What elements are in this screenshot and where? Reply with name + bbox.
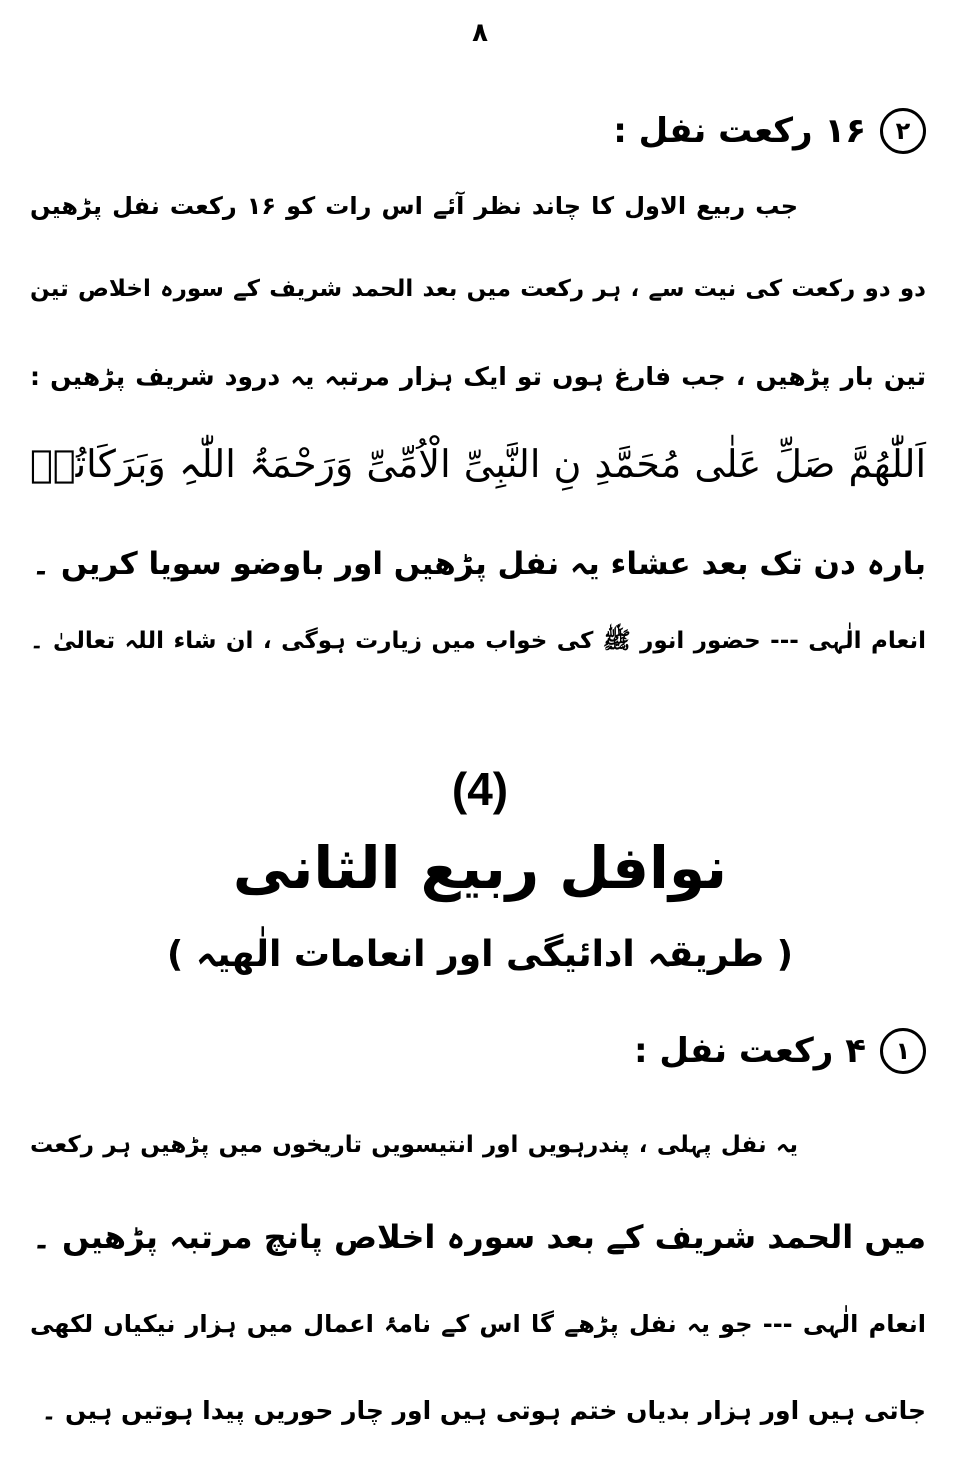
item-heading-text: ۱۶ رکعت نفل : bbox=[613, 110, 866, 151]
circled-number: ۱ bbox=[880, 1028, 926, 1074]
paragraph-line: یہ نفل پہلی ، پندرہویں اور انتیسویں تاریخوں میں پڑھیں ہر رکعت bbox=[30, 1132, 798, 1158]
reward-line: انعام الٰہی --- جو یہ نفل پڑھے گا اس کے نامۂ اعمال میں ہزار نیکیاں لکھی bbox=[30, 1310, 926, 1338]
paragraph-line: دو دو رکعت کی نیت سے ، ہر رکعت میں بعد الحمد شریف کے سورہ اخلاص تین bbox=[30, 276, 926, 302]
section-subtitle: ( طریقہ ادائیگی اور انعامات الٰھیہ ) bbox=[166, 934, 794, 975]
paragraph-line: تین بار پڑھیں ، جب فارغ ہوں تو ایک ہزار مرتبہ یہ درود شریف پڑھیں : bbox=[30, 362, 926, 391]
section-title: نوافل ربیع الثانی bbox=[232, 834, 728, 902]
paragraph-line: میں الحمد شریف کے بعد سورہ اخلاص پانچ مرتبہ پڑھیں ۔ bbox=[32, 1218, 926, 1256]
durood-sharif-text: اَللّٰھُمَّ صَلِّ عَلٰی مُحَمَّدِ نِ النَّبِیِّ الْاُمِّیِّ وَرَحْمَۃُ اللّٰہِ وَبَرَکَاتُہٗ bbox=[30, 442, 926, 486]
paragraph-line: جب ربیع الاول کا چاند نظر آئے اس رات کو ۱۶ رکعت نفل پڑھیں bbox=[30, 192, 798, 220]
section-number: (4) bbox=[451, 763, 509, 815]
paragraph-line: جاتی ہیں اور ہزار بدیاں ختم ہوتی ہیں اور چار حوریں پیدا ہوتیں ہیں ۔ bbox=[41, 1396, 926, 1425]
page-number: ۸ bbox=[472, 18, 488, 48]
paragraph-line: بارہ دن تک بعد عشاء یہ نفل پڑھیں اور باوضو سویا کریں ۔ bbox=[31, 546, 926, 582]
item-heading-4-rakat bbox=[634, 1028, 926, 1074]
circled-number: ۲ bbox=[880, 108, 926, 154]
item-heading-text: ۴ رکعت نفل : bbox=[634, 1030, 866, 1071]
item-heading-16-rakat bbox=[613, 108, 926, 154]
reward-line: انعام الٰہی --- حضور انور ﷺ کی خواب میں زیارت ہوگی ، ان شاء اللہ تعالیٰ ۔ bbox=[30, 628, 926, 654]
